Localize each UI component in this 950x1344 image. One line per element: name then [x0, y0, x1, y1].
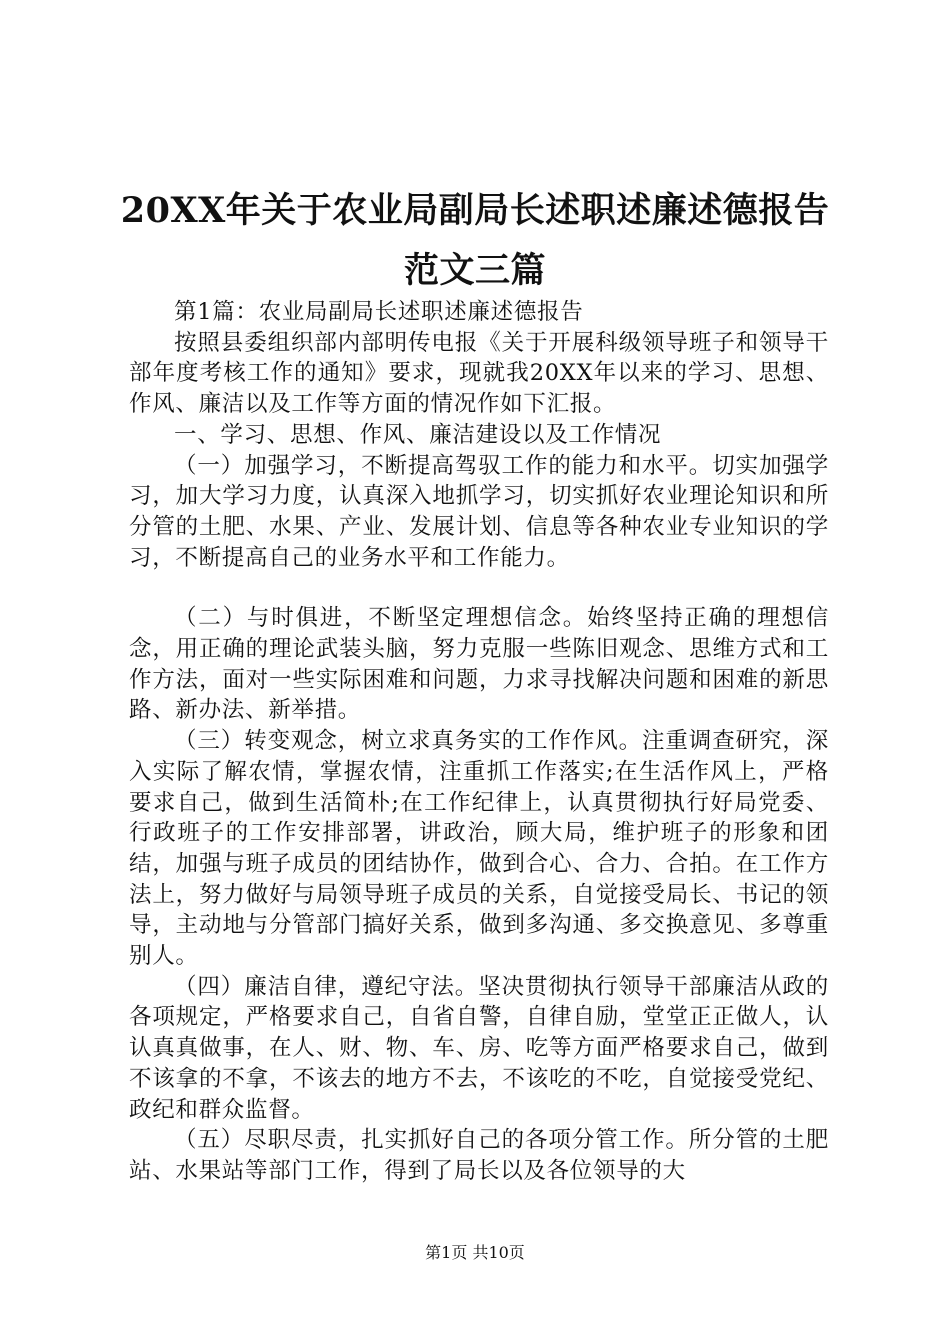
document-title-line-2: 范文三篇: [403, 250, 546, 291]
paragraph: （五）尽职尽责，扎实抓好自己的各项分管工作。所分管的土肥站、水果站等部门工作，得到了局长以及各位领导的大: [129, 1127, 829, 1184]
paragraph: （四）廉洁自律，遵纪守法。坚决贯彻执行领导干部廉洁从政的各项规定，严格要求自己，自省自警，自律自励，堂堂正正做人，认认真真做事，在人、财、物、车、房、吃等方面严格要求自己，做到不该拿的不拿，不该去的地方不去，不该吃的不吃，自觉接受党纪、政纪和群众监督。: [129, 973, 829, 1123]
document-body: [129, 297, 829, 1187]
page-number-footer: 第1页 共10页: [425, 1243, 525, 1262]
paragraph: （三）转变观念，树立求真务实的工作作风。注重调查研究，深入实际了解农情，掌握农情，注重抓工作落实;在生活作风上，严格要求自己，做到生活简朴;在工作纪律上，认真贯彻执行好局党委、行政班子的工作安排部署，讲政治，顾大局，维护班子的形象和团结，加强与班子成员的团结协作，做到合心、合力、合拍。在工作方法上，努力做好与局领导班子成员的关系，自觉接受局长、书记的领导，主动地与分管部门搞好关系，做到多沟通、多交换意见、多尊重别人。: [129, 728, 829, 970]
section-heading: 第1篇：农业局副局长述职述廉述德报告: [174, 299, 584, 325]
section-heading: 一、学习、思想、作风、廉洁建设以及工作情况: [174, 421, 662, 448]
paragraph: （一）加强学习，不断提高驾驭工作的能力和水平。切实加强学习，加大学习力度，认真深入地抓学习，切实抓好农业理论知识和所分管的土肥、水果、产业、发展计划、信息等各种农业专业知识的学习，不断提高自己的业务水平和工作能力。: [129, 452, 829, 571]
document-title-line-1: 20XX年关于农业局副局长述职述廉述德报告: [120, 190, 830, 231]
paragraph: （二）与时俱进，不断坚定理想信念。始终坚持正确的理想信念，用正确的理论武装头脑，努力克服一些陈旧观念、思维方式和工作方法，面对一些实际困难和问题，力求寻找解决问题和困难的新思路、新办法、新举措。: [129, 605, 829, 724]
paragraph: 按照县委组织部内部明传电报《关于开展科级领导班子和领导干部年度考核工作的通知》要求，现就我20XX年以来的学习、思想、作风、廉洁以及工作等方面的情况作如下汇报。: [129, 329, 829, 418]
